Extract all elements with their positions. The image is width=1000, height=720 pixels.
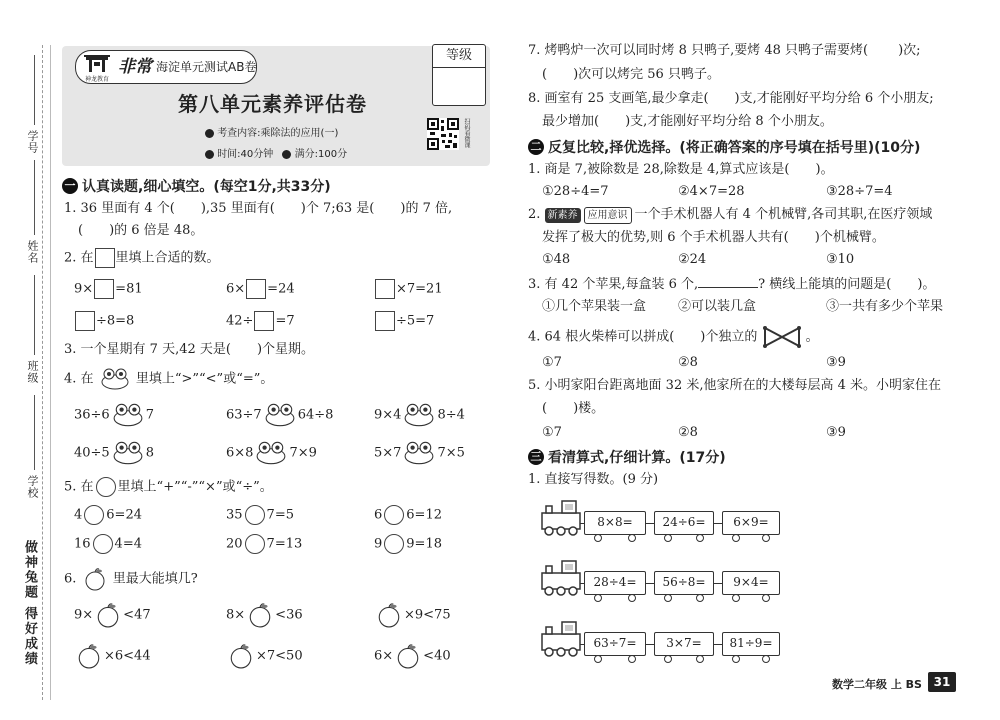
frog-icon[interactable] [112, 441, 144, 465]
s1-q4-item-5: 6×8 7×9 [226, 441, 317, 465]
sidebar-label-student-no: 学号 [26, 130, 39, 154]
s1-q4-title: 4. 在 里填上“>”“<”或“=”。 [64, 368, 273, 390]
clock-icon [205, 150, 214, 159]
s2-q2-line2: 发挥了极大的优势,则 6 个手术机器人共有( )个机械臂。 [542, 230, 885, 245]
wheel-icon [594, 594, 602, 602]
wheel-icon [696, 594, 704, 602]
answer-circle[interactable] [93, 534, 113, 554]
wheel-icon [762, 655, 770, 663]
s1-q2-item-4: ÷8=8 [74, 311, 134, 331]
s2-q3: 3. 有 42 个苹果,每盒装 6 个, ? 横线上能填的问题是( )。 [528, 277, 936, 292]
wheel-icon [628, 594, 636, 602]
wheel-icon [594, 655, 602, 663]
frog-icon[interactable] [264, 403, 296, 427]
brand-name: 非常 [118, 57, 152, 77]
wheel-icon [628, 655, 636, 663]
answer-circle[interactable] [384, 505, 404, 525]
s1-q3: 3. 一个星期有 7 天,42 天是( )个星期。 [64, 342, 315, 357]
s2-q1-opt3[interactable]: ③28÷7=4 [826, 184, 893, 199]
s1-q1-line2: ( )的 6 倍是 48。 [78, 223, 204, 238]
answer-circle[interactable] [384, 534, 404, 554]
train-car[interactable]: 81÷9= [722, 632, 780, 656]
s1-q6-item-2: 8× <36 [226, 602, 303, 628]
train-coupler [580, 644, 584, 645]
wheel-icon [732, 594, 740, 602]
s2-q1-opt2[interactable]: ②4×7=28 [678, 184, 745, 199]
s2-q4-opt3[interactable]: ③9 [826, 355, 846, 370]
s1-q2-item-6: ÷5=7 [374, 311, 434, 331]
train-car[interactable]: 28÷4= [584, 571, 646, 595]
star-icon [282, 150, 291, 159]
logo-caption: 神龙教育 [84, 76, 109, 83]
apple-icon[interactable] [76, 643, 102, 669]
s2-q4-opt1[interactable]: ①7 [542, 355, 562, 370]
answer-circle[interactable] [245, 505, 265, 525]
s1-q2-title: 2. 在 里填上合适的数。 [64, 248, 220, 268]
s2-q3-opt1[interactable]: ①几个苹果装一盒 [542, 299, 647, 314]
blank-line [698, 275, 758, 288]
s1-q5-item-5: 20 7=13 [226, 534, 302, 554]
s2-q3-opt2[interactable]: ②可以装几盒 [678, 299, 757, 314]
section3-title: 三 看清算式,仔细计算。(17分) [528, 447, 726, 467]
locomotive-icon [538, 618, 584, 658]
sidebar-dotted-line [42, 45, 43, 700]
apple-icon[interactable] [247, 602, 273, 628]
train-car[interactable]: 63÷7= [584, 632, 646, 656]
footer-label: 数学二年级 上 BS [832, 678, 922, 691]
s1-q4-item-2: 63÷7 64÷8 [226, 403, 333, 427]
locomotive-icon [538, 557, 584, 597]
s2-q5-opt1[interactable]: ①7 [542, 425, 562, 440]
qr-caption: 扫码看微课 [463, 118, 470, 148]
brand-subtitle: 海淀单元测试AB卷 [156, 60, 257, 74]
sidebar-blank-1 [34, 55, 35, 125]
locomotive-icon [538, 497, 584, 537]
apple-icon[interactable] [395, 643, 421, 669]
s1-q6-item-4: ×6<44 [74, 643, 151, 669]
apple-icon [83, 567, 107, 591]
sidebar-label-name: 姓名 [26, 240, 39, 264]
train-car[interactable]: 56÷8= [654, 571, 714, 595]
sidebar-solid-line [50, 45, 51, 700]
s1-q5-item-2: 35 7=5 [226, 505, 294, 525]
train-car[interactable]: 8×8= [584, 511, 646, 535]
answer-box[interactable] [375, 279, 395, 299]
answer-circle[interactable] [84, 505, 104, 525]
apple-icon[interactable] [376, 602, 402, 628]
wheel-icon [664, 655, 672, 663]
s1-q5-item-3: 6 6=12 [374, 505, 442, 525]
section2-title: 二 反复比较,择优选择。(将正确答案的序号填在括号里)(10分) [528, 137, 920, 157]
r-q7-line1: 7. 烤鸭炉一次可以同时烤 8 只鸭子,要烤 48 只鸭子需要烤( )次; [528, 43, 921, 58]
wheel-icon [732, 655, 740, 663]
s1-q4-item-3: 9×4 8÷4 [374, 403, 465, 427]
s1-q6-title: 6. 里最大能填几? [64, 567, 198, 591]
application-tag: 应用意识 [584, 207, 632, 224]
answer-box [95, 248, 115, 268]
s1-q5-item-4: 16 4=4 [74, 534, 142, 554]
answer-box[interactable] [94, 279, 114, 299]
s2-q5-line1: 5. 小明家阳台距离地面 32 米,他家所在的大楼每层高 4 米。小明家住在 [528, 378, 942, 393]
s1-q4-item-4: 40÷5 8 [74, 441, 154, 465]
train-coupler [580, 523, 584, 524]
s2-q2-line1: 2. 新素养 应用意识 一个手术机器人有 4 个机械臂,各司其职,在医疗领域 [528, 207, 933, 222]
sidebar-blank-4 [34, 395, 35, 470]
s1-q1-line1: 1. 36 里面有 4 个( ),35 里面有( )个 7;63 是( )的 7 倍, [64, 201, 453, 216]
apple-icon[interactable] [95, 602, 121, 628]
s2-q1: 1. 商是 7,被除数是 28,除数是 4,算式应该是( )。 [528, 162, 834, 177]
train-car[interactable]: 24÷6= [654, 511, 714, 535]
wheel-icon [696, 534, 704, 542]
s1-q2-item-5: 42÷ =7 [226, 311, 295, 331]
answer-circle [96, 477, 116, 497]
wheel-icon [696, 655, 704, 663]
train-car[interactable]: 6×9= [722, 511, 780, 535]
s1-q4-item-1: 36÷6 7 [74, 403, 154, 427]
answer-box[interactable] [246, 279, 266, 299]
answer-box[interactable] [75, 311, 95, 331]
s1-q5-title: 5. 在 里填上“+”“-”“×”或“÷”。 [64, 477, 273, 497]
qr-code-icon [427, 118, 459, 154]
answer-circle[interactable] [245, 534, 265, 554]
wheel-icon [594, 534, 602, 542]
s2-q4-opt2[interactable]: ②8 [678, 355, 698, 370]
page-number: 31 [928, 672, 956, 692]
s1-q5-item-1: 4 6=24 [74, 505, 142, 525]
train-coupler [646, 583, 654, 584]
wheel-icon [664, 594, 672, 602]
s1-q4-item-6: 5×7 7×5 [374, 441, 465, 465]
s1-q6-item-5: ×7<50 [226, 643, 303, 669]
s2-q2-opt2[interactable]: ②24 [678, 252, 707, 267]
s3-q1: 1. 直接写得数。(9 分) [528, 472, 659, 487]
r-q7-line2: ( )次可以烤完 56 只鸭子。 [542, 67, 720, 82]
train-car[interactable]: 9×4= [722, 571, 780, 595]
s2-q1-opt1[interactable]: ①28÷4=7 [542, 184, 609, 199]
frog-icon[interactable] [112, 403, 144, 427]
r-q8-line1: 8. 画室有 25 支画笔,最少拿走( )支,才能刚好平均分给 6 个小朋友; [528, 91, 934, 106]
train-coupler [714, 523, 722, 524]
train-coupler [580, 583, 584, 584]
s1-q2-item-2: 6× =24 [226, 279, 295, 299]
s2-q5-opt2[interactable]: ②8 [678, 425, 698, 440]
s2-q3-opt3[interactable]: ③一共有多少个苹果 [826, 299, 944, 314]
sidebar-blank-3 [34, 275, 35, 355]
apple-icon[interactable] [228, 643, 254, 669]
s1-q2-item-1: 9× =81 [74, 279, 143, 299]
sidebar-label-class: 班级 [26, 360, 39, 384]
content-label: 考查内容:乘除法的应用(一) [205, 124, 338, 139]
s1-q6-item-6: 6× <40 [374, 643, 451, 669]
s1-q5-item-6: 9 9=18 [374, 534, 442, 554]
page-title: 第八单元素养评估卷 [178, 92, 367, 116]
r-q8-line2: 最少增加( )支,才能刚好平均分给 8 个小朋友。 [542, 114, 833, 129]
matchstick-shape-icon [762, 324, 802, 350]
sidebar-motto: 做神兔题 得好成绩 [22, 540, 37, 667]
grade-box: 等级 [432, 44, 486, 106]
s2-q5-line2: ( )楼。 [542, 401, 605, 416]
frog-icon[interactable] [403, 441, 435, 465]
wheel-icon [762, 594, 770, 602]
wheel-icon [664, 534, 672, 542]
sidebar-label-school: 学校 [26, 475, 39, 499]
new-literacy-tag: 新素养 [545, 208, 581, 223]
s2-q4: 4. 64 根火柴棒可以拼成( )个独立的 。 [528, 324, 819, 350]
s1-q2-item-3: ×7=21 [374, 279, 443, 299]
train-coupler [714, 644, 722, 645]
section1-title: 一 认真读题,细心填空。(每空1分,共33分) [62, 176, 331, 196]
s1-q6-item-1: 9× <47 [74, 602, 151, 628]
s2-q2-opt1[interactable]: ①48 [542, 252, 571, 267]
frog-icon [100, 368, 130, 390]
train-coupler [714, 583, 722, 584]
s2-q2-opt3[interactable]: ③10 [826, 252, 855, 267]
train-coupler [646, 523, 654, 524]
wheel-icon [732, 534, 740, 542]
s2-q5-opt3[interactable]: ③9 [826, 425, 846, 440]
frog-icon[interactable] [403, 403, 435, 427]
sidebar-blank-2 [34, 160, 35, 235]
frog-icon[interactable] [255, 441, 287, 465]
answer-box[interactable] [254, 311, 274, 331]
time-label: 时间:40分钟 满分:100分 [205, 145, 347, 160]
wheel-icon [762, 534, 770, 542]
answer-box[interactable] [375, 311, 395, 331]
s1-q6-item-3: ×9<75 [374, 602, 451, 628]
train-coupler [646, 644, 654, 645]
search-icon [205, 129, 214, 138]
wheel-icon [628, 534, 636, 542]
train-car[interactable]: 3×7= [654, 632, 714, 656]
